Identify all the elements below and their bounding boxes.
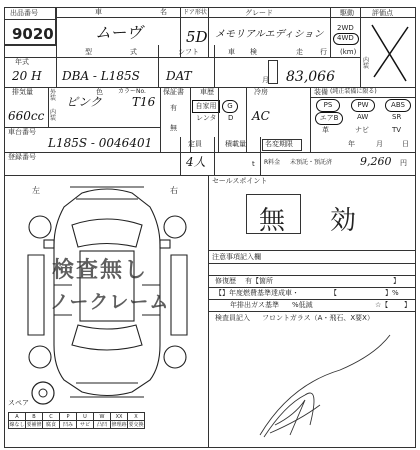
history-option-private: 自家用 bbox=[192, 100, 220, 113]
doors-label: ドア形状 bbox=[183, 9, 207, 16]
rename-day: 日 bbox=[402, 140, 409, 148]
registration-label: 登録番号 bbox=[8, 153, 36, 161]
recycle-unit: 円 bbox=[400, 159, 407, 167]
chassis-label: 車台番号 bbox=[8, 128, 36, 136]
spare-tire-icon bbox=[30, 380, 56, 406]
recycle-label: R料金 bbox=[264, 159, 281, 166]
model-value: DBA - L185S bbox=[62, 69, 140, 83]
sales-point-value-2: 効 bbox=[330, 206, 357, 236]
ac-label: 冷房 bbox=[254, 88, 268, 96]
spare-header: U bbox=[77, 413, 94, 421]
year-label: 年式 bbox=[15, 58, 29, 66]
mileage-label: 走 bbox=[296, 48, 303, 56]
diagram-right-label: 右 bbox=[170, 186, 178, 195]
maker-label: 車 bbox=[95, 8, 102, 16]
notes-label: 注意事項記入欄 bbox=[212, 253, 261, 261]
lot-number: 9020 bbox=[12, 25, 54, 43]
spare-header: B bbox=[26, 413, 43, 421]
warranty-no: 無 bbox=[170, 124, 177, 132]
spare-cell: 修理跡 bbox=[111, 422, 127, 428]
spare-legend-table bbox=[8, 412, 145, 429]
emission-label: 年排出ガス基準 bbox=[230, 301, 279, 309]
inspection-label-2: 検 bbox=[250, 48, 257, 56]
spare-cell: 線なし bbox=[9, 422, 25, 428]
spare-cell: サビ bbox=[77, 421, 94, 429]
spare-header: P bbox=[60, 413, 77, 421]
score-label: 評価点 bbox=[372, 9, 393, 17]
color-no-label: カラーNo. bbox=[118, 88, 146, 95]
year-value: 20 H bbox=[12, 69, 42, 83]
equipment-pw: PW bbox=[351, 99, 375, 112]
sales-point-value-1: 無 bbox=[259, 206, 286, 236]
capacity-label: 定員 bbox=[188, 140, 202, 148]
spare-header: W bbox=[94, 413, 111, 421]
no-inspection-stamp-line1: 検査無し bbox=[52, 258, 149, 283]
rename-month: 月 bbox=[376, 140, 383, 148]
chassis-value: L185S - 0046401 bbox=[48, 136, 153, 150]
interior-color-label: 内装 bbox=[50, 109, 57, 122]
spare-label: スペア bbox=[8, 399, 29, 407]
drive-4wd: 4WD bbox=[337, 34, 354, 42]
car-name: ムーヴ bbox=[95, 23, 143, 42]
emission-value: %低減 bbox=[292, 301, 313, 309]
recycle-amount: 9,260 bbox=[360, 155, 392, 168]
mileage-label-2: 行 bbox=[320, 48, 327, 56]
spare-header: X bbox=[128, 413, 145, 421]
exterior-label: 外装 bbox=[50, 89, 57, 102]
score-x-mark bbox=[362, 19, 416, 87]
color-value: ピンク bbox=[66, 95, 102, 109]
repair-close: 】 bbox=[393, 277, 400, 285]
spare-cell: 凹み bbox=[60, 421, 77, 429]
equipment-sr: SR bbox=[392, 113, 402, 121]
drive-label: 駆動 bbox=[340, 9, 354, 17]
windshield-sketch bbox=[250, 325, 400, 445]
no-inspection-stamp-line2: ノークレーム bbox=[50, 291, 170, 313]
repair-value: 有【箇所 bbox=[245, 277, 273, 285]
sales-point-label: セールスポイント bbox=[212, 177, 268, 185]
model-label: 型 bbox=[85, 48, 92, 56]
windshield-label: フロントガラス（A・飛石、X要X） bbox=[262, 314, 374, 322]
load-unit: t bbox=[252, 160, 255, 168]
repair-label: 修復歴 bbox=[215, 277, 236, 285]
shift-value: DAT bbox=[166, 69, 192, 83]
load-label: 積載量 bbox=[225, 140, 246, 148]
diagram-left-label: 左 bbox=[32, 186, 40, 195]
displacement-label: 排気量 bbox=[12, 88, 33, 96]
spare-header: A bbox=[9, 413, 26, 421]
mileage-unit: (km) bbox=[340, 48, 357, 56]
interior-label: 内装 bbox=[363, 57, 370, 70]
equipment-tv: TV bbox=[392, 126, 402, 134]
fuel-standard-label: 【】年度燃費基準達成車・ bbox=[215, 289, 299, 297]
spare-cell: 要補修 bbox=[26, 422, 42, 428]
emission-close: 】 bbox=[404, 301, 411, 309]
rename-year: 年 bbox=[348, 140, 355, 148]
ac-value: AC bbox=[252, 109, 270, 123]
equipment-note: (純正装備に限る) bbox=[330, 88, 377, 95]
doors-value: 5D bbox=[186, 28, 208, 46]
shift-label: シフト bbox=[178, 48, 199, 56]
equipment-abs: ABS bbox=[385, 99, 411, 112]
warranty-yes: 有 bbox=[170, 104, 177, 112]
displacement-value: 660cc bbox=[8, 109, 45, 123]
maker-label-2: 名 bbox=[160, 8, 167, 16]
color-no-value: T16 bbox=[132, 95, 156, 109]
emission-star: ☆【 bbox=[375, 301, 389, 309]
history-option-rental: レンタ bbox=[196, 114, 217, 122]
spare-cell: 腐食 bbox=[43, 421, 60, 429]
spare-cell: 凸凹 bbox=[94, 421, 111, 429]
grade-value: メモリアルエディション bbox=[215, 29, 324, 40]
equipment-aw: AW bbox=[357, 113, 369, 121]
equipment-label: 装備 bbox=[314, 88, 328, 96]
equipment-leather: 革 bbox=[322, 126, 329, 134]
mileage-value: 83,066 bbox=[286, 69, 335, 85]
history-d: D bbox=[228, 114, 234, 122]
color-label: 色 bbox=[96, 88, 103, 96]
inspector-label: 検査員記入 bbox=[215, 314, 250, 322]
spare-header: C bbox=[43, 413, 60, 421]
recycle-value: 未預託・預託済 bbox=[290, 159, 333, 166]
equipment-airbag: エアB bbox=[315, 112, 343, 125]
spare-cell: 要交換 bbox=[128, 422, 144, 428]
inspection-label: 車 bbox=[228, 48, 235, 56]
spare-header: XX bbox=[111, 413, 128, 421]
inspection-month: 月 bbox=[262, 76, 269, 84]
inspection-box bbox=[268, 60, 278, 84]
rename-label: 名変期限 bbox=[265, 140, 293, 148]
fuel-standard-bracket: 【 bbox=[330, 289, 337, 297]
history-g: G bbox=[222, 100, 238, 113]
drive-2wd: 2WD bbox=[337, 24, 354, 32]
model-label-2: 式 bbox=[130, 48, 137, 56]
fuel-standard-unit: 】% bbox=[385, 289, 399, 297]
history-label: 車歴 bbox=[200, 88, 214, 96]
equipment-navi: ナビ bbox=[355, 126, 369, 134]
capacity-value: 4人 bbox=[186, 155, 206, 169]
equipment-ps: PS bbox=[316, 99, 340, 112]
warranty-label: 保証書 bbox=[163, 88, 184, 96]
grade-label: グレード bbox=[245, 9, 273, 17]
lot-label: 出品番号 bbox=[10, 9, 38, 17]
